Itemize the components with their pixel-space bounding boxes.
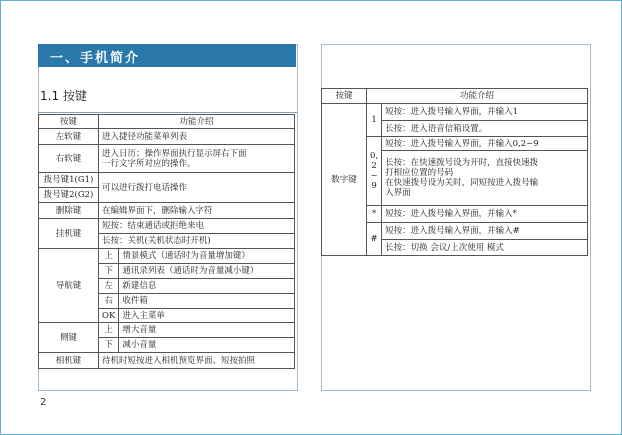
key-desc: 减小音量 <box>119 338 295 353</box>
key-desc: 增大音量 <box>119 323 295 338</box>
key-name: 右软键 <box>39 145 99 173</box>
table-row <box>39 173 295 188</box>
direction-label: 上 <box>99 323 119 338</box>
section-divider <box>38 112 297 113</box>
key-name: 左软键 <box>39 129 99 145</box>
direction-label: OK <box>99 309 119 323</box>
direction-label: 右 <box>99 294 119 309</box>
key-name: 删除键 <box>39 203 99 219</box>
key-desc: 进入日历；操作界面执行显示屏右下面 一行文字所对应的操作。 <box>99 145 295 173</box>
digit-label: * <box>367 206 382 223</box>
page-number: 2 <box>40 397 47 408</box>
header-function: 功能介绍 <box>367 89 588 104</box>
key-desc: 短按：进入拨号输入界面，并输入1 <box>382 104 588 121</box>
key-desc: 新建信息 <box>119 279 295 294</box>
key-desc: 进入捷径功能菜单列表 <box>99 129 295 145</box>
digit-label: # <box>367 223 382 256</box>
section-heading: 1.1 按键 <box>40 89 87 103</box>
key-name: 导航键 <box>39 249 99 323</box>
direction-label: 下 <box>99 264 119 279</box>
key-table-right <box>321 88 588 256</box>
chapter-title: 一、手机简介 <box>50 51 141 66</box>
key-group-label: 数字键 <box>322 104 367 256</box>
key-desc: 进入主菜单 <box>119 309 295 323</box>
key-name: 侧键 <box>39 323 99 353</box>
key-desc: 收件箱 <box>119 294 295 309</box>
header-key: 按键 <box>39 115 99 129</box>
key-desc: 情景模式（通话时为音量增加键） <box>119 249 295 264</box>
table-row <box>322 104 588 121</box>
table-row <box>39 323 295 338</box>
key-table-left <box>38 114 295 369</box>
chapter-banner <box>38 44 296 67</box>
key-desc: 长按：进入语音信箱设置。 <box>382 121 588 137</box>
key-name: 挂机键 <box>39 219 99 249</box>
header-key: 按键 <box>322 89 367 104</box>
digit-label: 1 <box>367 104 382 137</box>
table-row <box>39 145 295 173</box>
key-desc: 长按：关机(关机状态时开机) <box>99 234 295 249</box>
key-desc: 通讯录列表（通话时为音量减小键） <box>119 264 295 279</box>
table-header-row <box>322 89 588 104</box>
key-desc: 长按：在快速拨号设为开时，直接快速拨 打相应位置的号码 在快速拨号设为关时，同短按进入拨号输 入界面 <box>382 151 588 206</box>
key-name: 拨号键2(G2) <box>39 188 99 203</box>
key-desc: 短按：进入拨号输入界面，并输入# <box>382 223 588 240</box>
key-desc: 短按：进入拨号输入界面，并输入0,2~9 <box>382 137 588 151</box>
key-desc: 短按：结束通话或拒绝来电 <box>99 219 295 234</box>
key-desc: 短按：进入拨号输入界面，并输入* <box>382 206 588 223</box>
table-row <box>39 203 295 219</box>
key-desc: 可以进行拨打电话操作 <box>99 173 295 203</box>
table-row <box>39 249 295 264</box>
table-header-row <box>39 115 295 129</box>
direction-label: 上 <box>99 249 119 264</box>
table-row <box>39 219 295 234</box>
key-desc: 在编辑界面下，删除输入字符 <box>99 203 295 219</box>
direction-label: 下 <box>99 338 119 353</box>
table-row <box>39 353 295 369</box>
table-row <box>39 129 295 145</box>
direction-label: 左 <box>99 279 119 294</box>
key-desc: 待机时短按进入相机预览界面、短按拍照 <box>99 353 295 369</box>
key-name: 相机键 <box>39 353 99 369</box>
digit-label: 0, 2 ~ 9 <box>367 137 382 206</box>
key-name: 拨号键1(G1) <box>39 173 99 188</box>
key-desc: 长按：切换 会议/上次使用 模式 <box>382 240 588 256</box>
header-function: 功能介绍 <box>99 115 295 129</box>
